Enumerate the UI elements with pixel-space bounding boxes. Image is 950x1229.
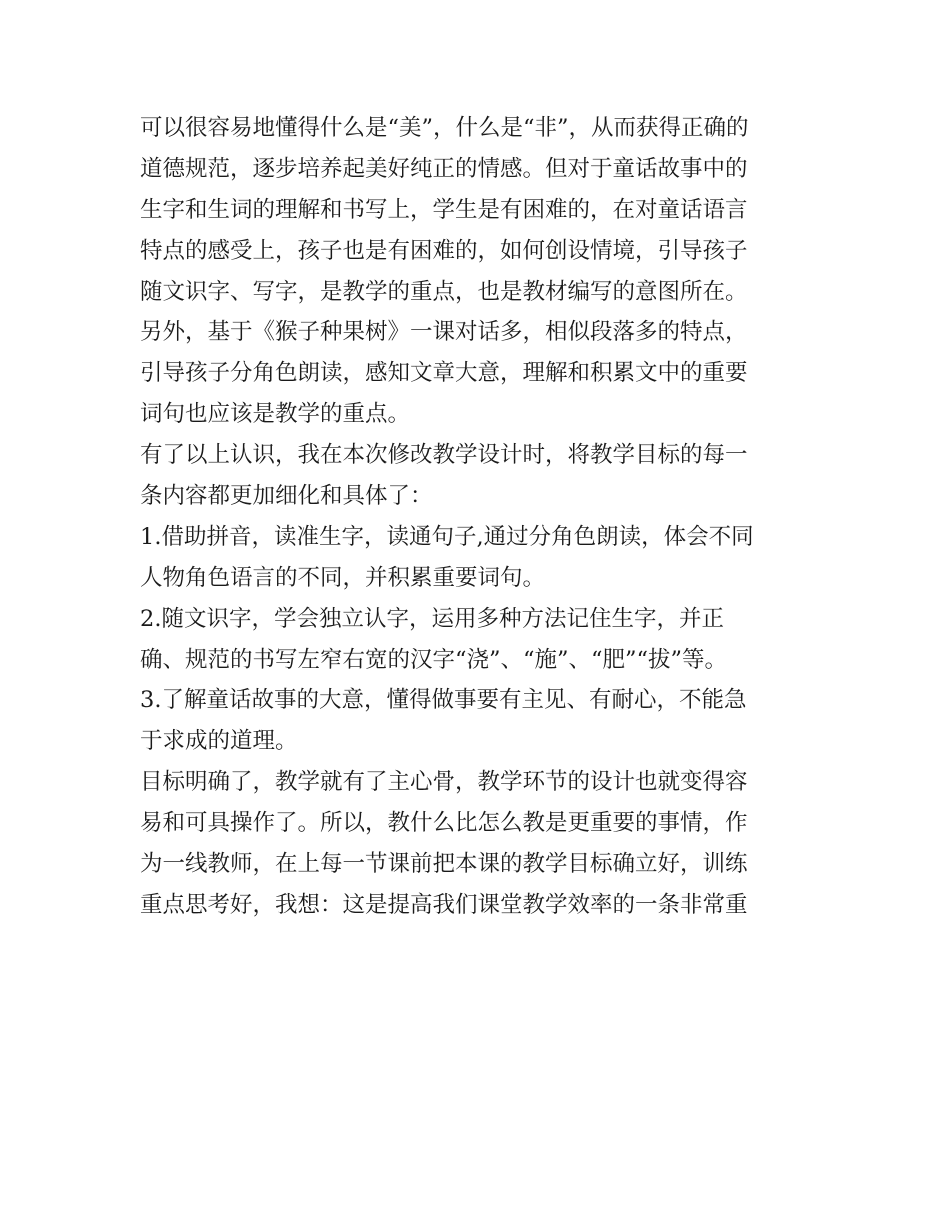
text-line: 随文识字、写字，是教学的重点，也是教材编写的意图所在。 [140, 278, 748, 305]
list-item-2: 2.随文识字，学会独立认字，运用多种方法记住生字，并正 [140, 605, 724, 632]
text-line: 目标明确了，教学就有了主心骨，教学环节的设计也就变得容 [140, 769, 748, 796]
text-line: 确、规范的书写左窄右宽的汉字“浇”、“施”、“肥”“拔”等。 [140, 646, 728, 673]
text-line: 有了以上认识，我在本次修改教学设计时，将教学目标的每一 [140, 442, 748, 469]
text-line: 道德规范，逐步培养起美好纯正的情感。但对于童话故事中的 [140, 155, 748, 182]
text-line: 人物角色语言的不同，并积累重要词句。 [140, 564, 546, 591]
list-item-3: 3.了解童话故事的大意，懂得做事要有主见、有耐心，不能急 [140, 687, 747, 714]
text-line: 重点思考好，我想：这是提高我们课堂教学效率的一条非常重 [140, 891, 748, 918]
text-line: 可以很容易地懂得什么是“美”，什么是“非”，从而获得正确的 [140, 115, 749, 141]
text-line: 词句也应该是教学的重点。 [140, 401, 411, 428]
text-line: 于求成的道理。 [140, 728, 298, 755]
body-text [140, 108, 830, 926]
text-line: 条内容都更加细化和具体了： [140, 483, 433, 510]
list-item-1: 1.借助拼音，读准生字，读通句子,通过分角色朗读，体会不同 [140, 523, 754, 550]
text-line: 为一线教师，在上每一节课前把本课的教学目标确立好，训练 [140, 851, 748, 878]
text-line: 引导孩子分角色朗读，感知文章大意，理解和积累文中的重要 [140, 360, 748, 387]
text-line: 生字和生词的理解和书写上，学生是有困难的，在对童话语言 [140, 196, 748, 223]
text-line: 另外，基于《猴子种果树》一课对话多，相似段落多的特点， [140, 319, 748, 346]
text-line: 易和可具操作了。所以，教什么比怎么教是更重要的事情，作 [140, 810, 748, 837]
text-line: 特点的感受上，孩子也是有困难的，如何创设情境，引导孩子 [140, 237, 748, 264]
